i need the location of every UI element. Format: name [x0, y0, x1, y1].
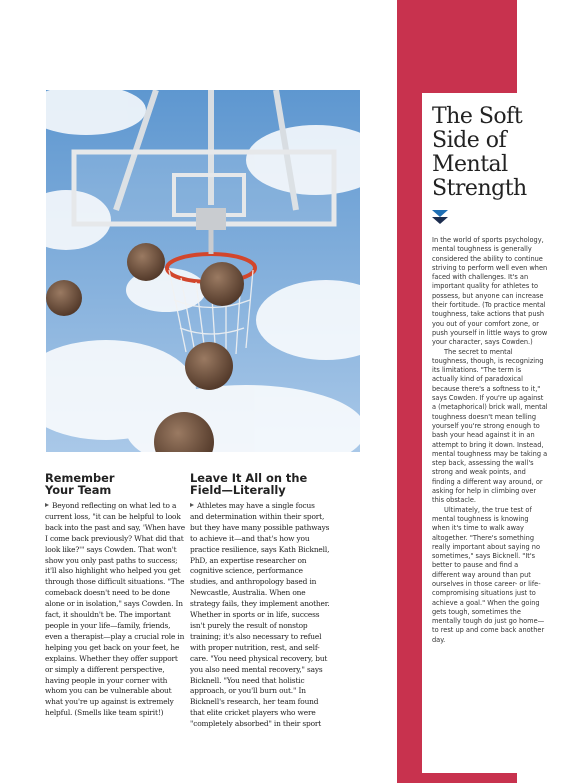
- section-heading-line: Leave It All on the: [190, 471, 308, 485]
- sidebar-title-line: Strength: [432, 176, 527, 201]
- sidebar-article: [422, 93, 558, 773]
- sidebar-paragraph: Ultimately, the true test of mental toughness is knowing when it's time to walk away altogether. "There's something really important about saying no sometimes," says Bicknell. "It's better to pause and find a different way around than put ourselves in those career- or life-compromising situations just to achieve a goal." When the going gets tough, sometimes the mentally tough do just go home—to rest up and come back another day.: [432, 505, 545, 644]
- section-body: [45, 501, 185, 719]
- section-heading: [190, 472, 330, 496]
- sidebar-paragraph: In the world of sports psychology, mental toughness is generally considered the ability to continue striving to perform well even when faced with challenges. It's an important quality for athletes to possess, but anyone can increase their fortitude. (To practice mental toughness, take actions that push you out of your comfort zone, or push yourself in little ways to grow your character, says Cowden.): [432, 236, 548, 347]
- triangle-bullet-icon: [190, 503, 194, 507]
- triangle-bullet-icon: [45, 503, 49, 507]
- section-body-text: Athletes may have a single focus and determination within their sport, but they have many possible pathways to achieve it—and that's how you practice resilience, says Kath Bicknell, PhD, an expertise researcher on cognitive science, performance studies, and anthropology based in Newcastle, Australia. When one strategy fails, they implement another. Whether in sports or in life, success isn't purely the result of nonstop training; it's also necessary to refuel with proper nutrition, rest, and self-care. "You need physical recovery, but you also need mental recovery," says Bicknell. "You need that holistic approach, or you'll burn out." In Bicknell's research, her team found that elite cricket players who were "completely absorbed" in their sport: [190, 501, 330, 729]
- sidebar-title-line: Side of: [432, 128, 507, 153]
- column-leave-it-all-on-the-field: [190, 472, 330, 730]
- sidebar-title-line: Mental: [432, 152, 508, 177]
- double-chevron-down-icon: [432, 209, 548, 228]
- section-heading-line: Your Team: [45, 483, 112, 497]
- sidebar-title: [432, 105, 548, 201]
- section-body: [190, 501, 330, 730]
- section-heading-line: Remember: [45, 471, 115, 485]
- column-remember-your-team: [45, 472, 185, 719]
- section-heading: [45, 472, 185, 496]
- section-heading-line: Field—Literally: [190, 483, 286, 497]
- sidebar-paragraph: The secret to mental toughness, though, is recognizing its limitations. "The term is actually kind of paradoxical because there's a softness to it," says Cowden. If you're up against a (metaphorical) brick wall, mental toughness doesn't mean telling yourself you're strong enough to bash your head against it in an attempt to bring it down. Instead, mental toughness may be taking a step back, assessing the wall's strong and weak points, and finding a different way around, or asking for help in climbing over this obstacle.: [432, 347, 548, 505]
- basketball-hoop-photo: [46, 90, 360, 452]
- sidebar-title-line: The Soft: [432, 104, 523, 129]
- section-body-text: Beyond reflecting on what led to a current loss, "it can be helpful to look back into the past and say, 'When have I come back previously? What did that look like?'" says Cowden. That won't show you only past paths to success; it'll also highlight who helped you get through those difficult situations. "The comeback doesn't need to be done alone or in isolation," says Cowden. In fact, it shouldn't be. The important people in your life—family, friends, even a therapist—play a crucial role in helping you get back on your feet, he explains. Whether they offer support or simply a different perspective, having people in your corner with whom you can be vulnerable about what you're up against is extremely helpful. (Smells like team spirit!): [45, 501, 185, 718]
